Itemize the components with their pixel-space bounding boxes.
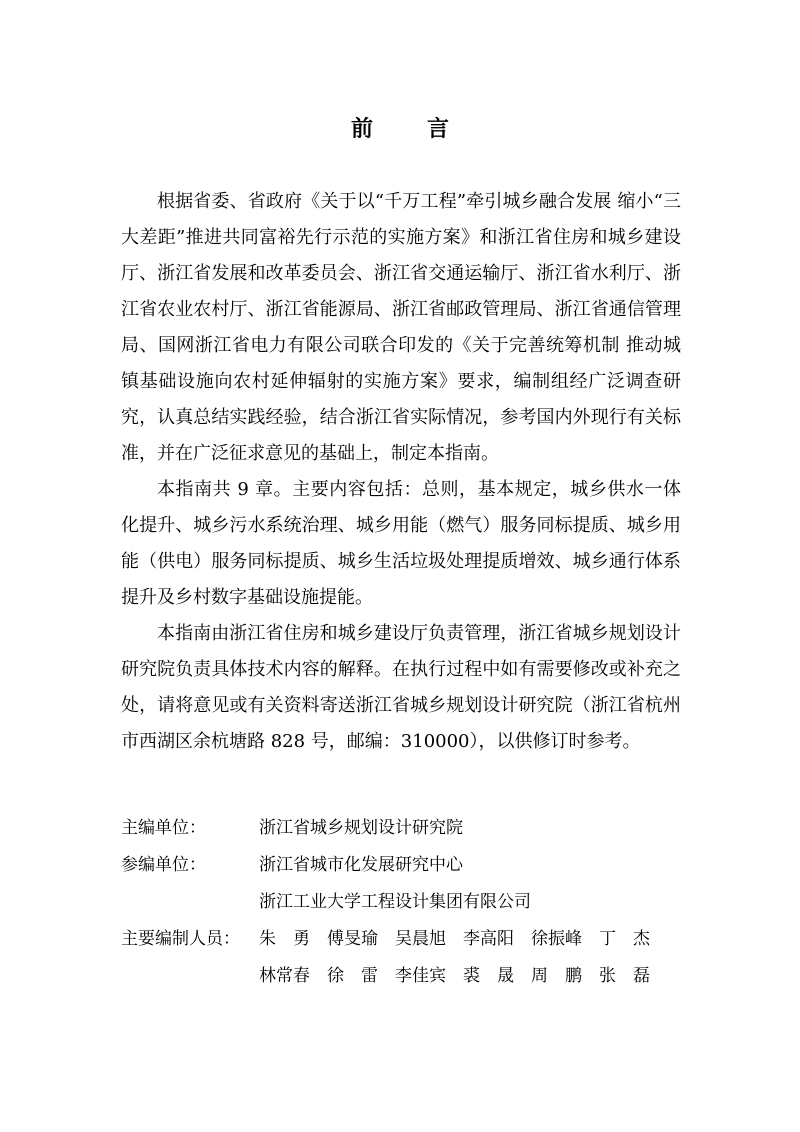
credits-section [121, 810, 681, 995]
participating-units-row [121, 847, 681, 921]
drafters-row [121, 921, 681, 995]
drafters-line: 林常春 徐 雷 李佳宾 裘 晟 周 鹏 张 磊 [259, 966, 650, 986]
participating-unit: 浙江工业大学工程设计集团有限公司 [259, 892, 531, 912]
paragraph-contents: 本指南共 9 章。主要内容包括：总则，基本规定，城乡供水一体化提升、城乡污水系统治理、城乡用能（燃气）服务同标提质、城乡用能（供电）服务同标提质、城乡生活垃圾处理提质增效、城乡通行体系提升及乡村数字基础设施提能。 [121, 479, 681, 608]
drafters-line: 朱 勇 傅旻瑜 吴晨旭 李高阳 徐振峰 丁 杰 [259, 929, 650, 949]
participating-unit: 浙江省城市化发展研究中心 [259, 855, 463, 875]
paragraph-basis: 根据省委、省政府《关于以“千万工程”牵引城乡融合发展 缩小“三大差距”推进共同富裕先行示范的实施方案》和浙江省住房和城乡建设厅、浙江省发展和改革委员会、浙江省交通运输厅、浙江省水利厅、浙江省农业农村厅、浙江省能源局、浙江省邮政管理局、浙江省通信管理局、国网浙江省电力有限公司联合印发的《关于完善统筹机制 推动城镇基础设施向农村延伸辐射的实施方案》要求，编制组经广泛调查研究，认真总结实践经验，结合浙江省实际情况，参考国内外现行有关标准，并在广泛征求意见的基础上，制定本指南。 [121, 191, 681, 464]
chief-unit-label: 主编单位： [121, 818, 206, 838]
participating-units-list [259, 847, 681, 921]
participating-units-label: 参编单位： [121, 855, 206, 875]
chief-unit-value: 浙江省城乡规划设计研究院 [259, 818, 463, 838]
paragraph-management: 本指南由浙江省住房和城乡建设厅负责管理，浙江省城乡规划设计研究院负责具体技术内容的解释。在执行过程中如有需要修改或补充之处，请将意见或有关资料寄送浙江省城乡规划设计研究院（浙江省杭州市西湖区余杭塘路 828 号，邮编：310000），以供修订时参考。 [121, 623, 681, 752]
preface-body [121, 184, 681, 760]
page-title: 前 言 [350, 116, 465, 142]
drafters-label: 主要编制人员： [121, 929, 240, 949]
drafters-list [259, 921, 681, 995]
chief-unit-row [121, 810, 681, 847]
